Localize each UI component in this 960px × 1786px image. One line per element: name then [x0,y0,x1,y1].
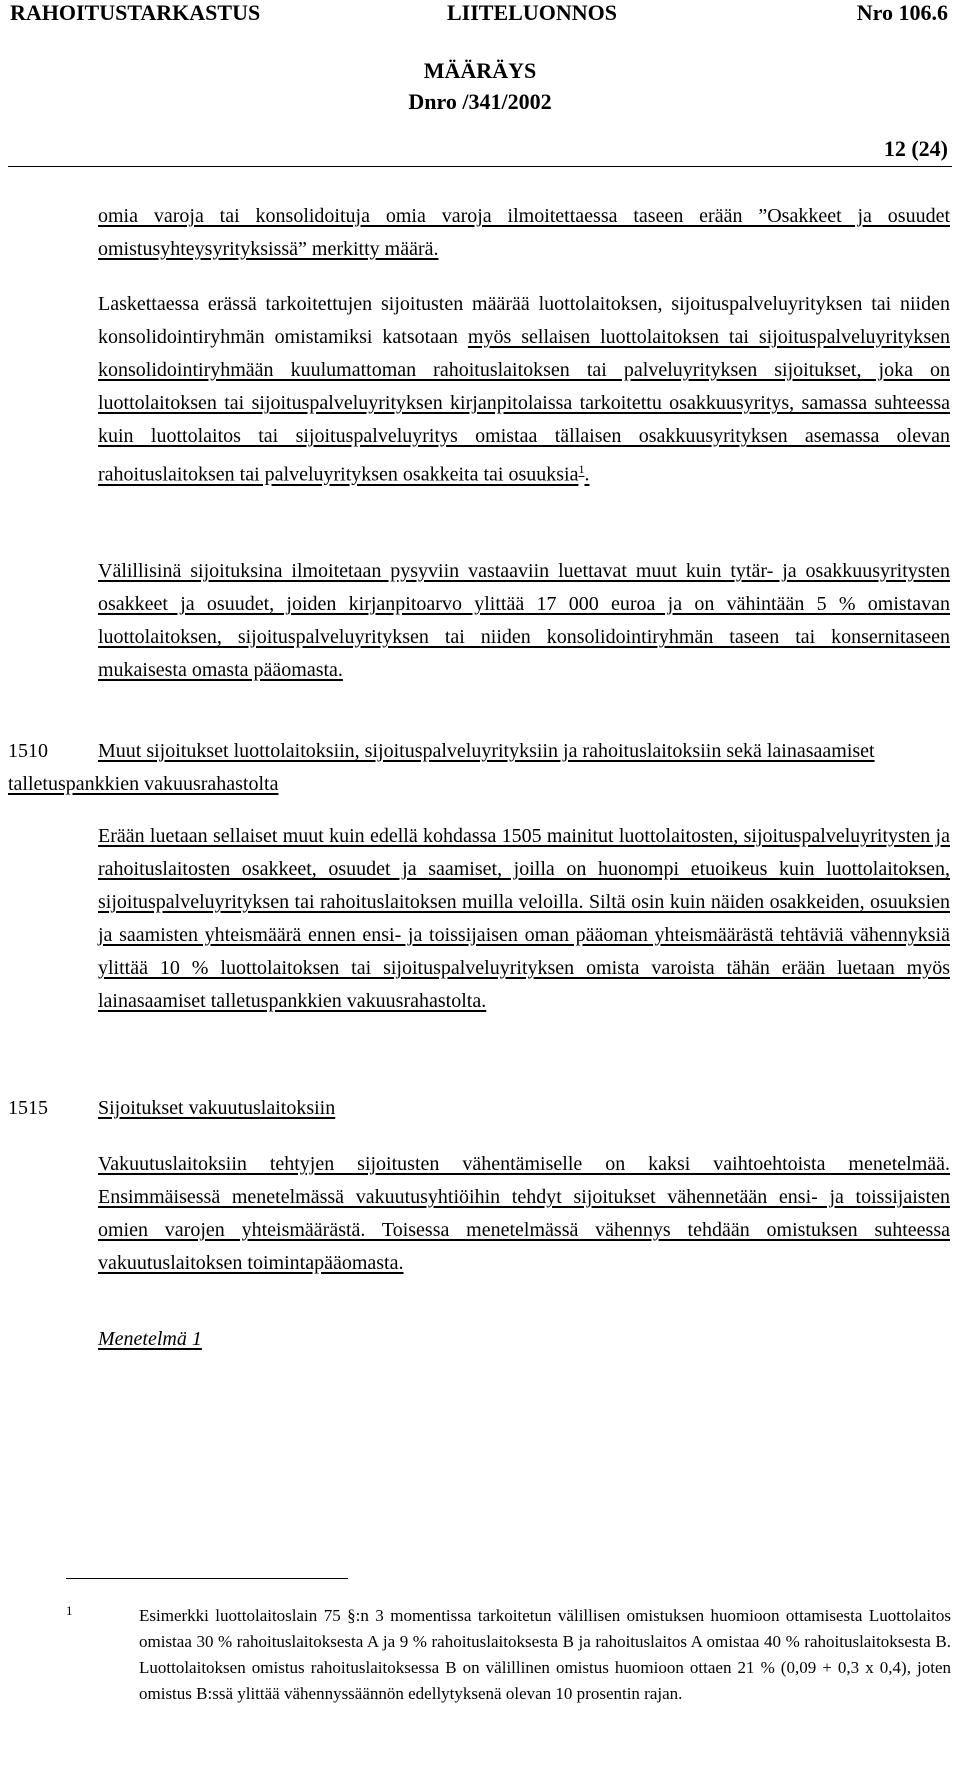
footnote-mark: 1 [66,1603,73,1618]
section-title: Sijoitukset vakuutuslaitoksiin [98,1097,336,1119]
document-type: MÄÄRÄYS [423,58,537,83]
section-1515-heading [8,1092,952,1125]
paragraph-text: omia varoja tai konsolidoituja omia varoja ilmoitettaessa taseen erään ”Osakkeet ja osuudet omistusyhteysyrityksissä” merkitty määrä. [98,205,950,260]
section-number: 1515 [8,1097,48,1119]
section-1510-heading [8,735,952,801]
page-number: 12 (24) [883,136,948,161]
paragraph-text: Laskettaessa erässä tarkoitettujen sijoitusten määrää luottolaitoksen, sijoituspalveluyrityksen tai niiden konsolidointiryhmän omistamiksi katsotaan [98,293,950,348]
method-heading: Menetelmä 1 [98,1328,202,1350]
paragraph-indirect-investments [98,555,950,687]
paragraph-continued [98,200,950,266]
section-number: 1510 [8,740,48,762]
footnote-separator [66,1578,348,1579]
footnote-text: Esimerkki luottolaitoslain 75 §:n 3 momentissa tarkoitetun välillisen omistuksen huomioon ottamisesta Luottolaitos omistaa 30 % rahoituslaitoksesta A ja 9 % rahoituslaitoksesta B ja rahoituslaitos A omistaa 40 % rahoituslaitoksesta B. Luottolaitoksen omistus rahoituslaitoksessa B on välillinen omistus huomioon ottaen 21 % (0,09 + 0,3 x 0,4), joten omistus B:ssä ylittää vähennyssäännön edellytyksenä olevan 10 prosentin rajan. [139,1606,951,1703]
document-record-number: Dnro /341/2002 [408,89,552,114]
header-department: RAHOITUSTARKASTUS [10,0,261,25]
section-title: Muut sijoitukset luottolaitoksiin, sijoituspalveluyrityksiin ja rahoituslaitoksiin sekä lainasaamiset talletuspankkien vakuusrahastolta [8,740,875,795]
paragraph-amendment-text: Vakuutuslaitoksiin tehtyjen sijoitusten vähentämiselle on kaksi vaihtoehtoista menetelmää. Ensimmäisessä menetelmässä vakuutusyhtiöihin tehdyt sijoitukset vähennetään ensi- ja toissijaisten omien varojen yhteismäärästä. Toisessa menetelmässä vähennys tehdään omistuksen suhteessa vakuutuslaitoksen toimintapääomasta. [98,1153,950,1274]
paragraph-indirect-holdings [98,288,950,492]
header-document-status: LIITELUONNOS [447,0,617,25]
header-regulation-number: Nro 106.6 [856,0,948,25]
header-rule [8,166,952,167]
footnote-reference[interactable]: 1 [578,462,585,476]
paragraph-amendment-text: Välillisinä sijoituksina ilmoitetaan pysyviin vastaaviin luettavat muut kuin tytär- ja osakkuusyritysten osakkeet ja osuudet, joiden kirjanpitoarvo ylittää 17 000 euroa ja on vähintään 5 % omistavan luottolaitoksen, sijoituspalveluyrityksen tai niiden konsolidointiryhmän taseen tai konsernitaseen mukaisesta omasta pääomasta. [98,560,950,681]
paragraph-section-1510 [98,820,950,1018]
paragraph-amendment-text: Erään luetaan sellaiset muut kuin edellä kohdassa 1505 mainitut luottolaitosten, sijoituspalveluyritysten ja rahoituslaitosten osakkeet, osuudet ja saamiset, joilla on huonompi etuoikeus kuin luottolaitoksen, sijoituspalveluyrityksen tai rahoituslaitoksen muilla veloilla. Siltä osin kuin näiden osakkeiden, osuuksien ja saamisten yhteismäärä ennen ensi- ja toissijaisen oman pääoman yhteismäärästä tehtäviä vähennyksiä ylittää 10 % luottolaitoksen tai sijoituspalveluyrityksen omista varoista tähän erään luetaan myös lainasaamiset talletuspankkien vakuusrahastolta. [98,825,950,1012]
paragraph-section-1515 [98,1148,950,1280]
paragraph-amendment-text: myös sellaisen luottolaitoksen tai sijoituspalveluyrityksen konsolidointiryhmään kuulumattoman rahoituslaitoksen tai palveluyrityksen sijoitukset, joka on luottolaitoksen tai sijoituspalveluyrityksen kirjanpitolaissa tarkoitettu osakkuusyritys, samassa suhteessa kuin luottolaitos tai sijoituspalveluyritys omistaa tällaisen osakkuusyrityksen asemassa olevan rahoituslaitoksen tai palveluyrityksen osakkeita tai osuuksia [98,326,950,486]
paragraph-end: . [584,463,590,486]
